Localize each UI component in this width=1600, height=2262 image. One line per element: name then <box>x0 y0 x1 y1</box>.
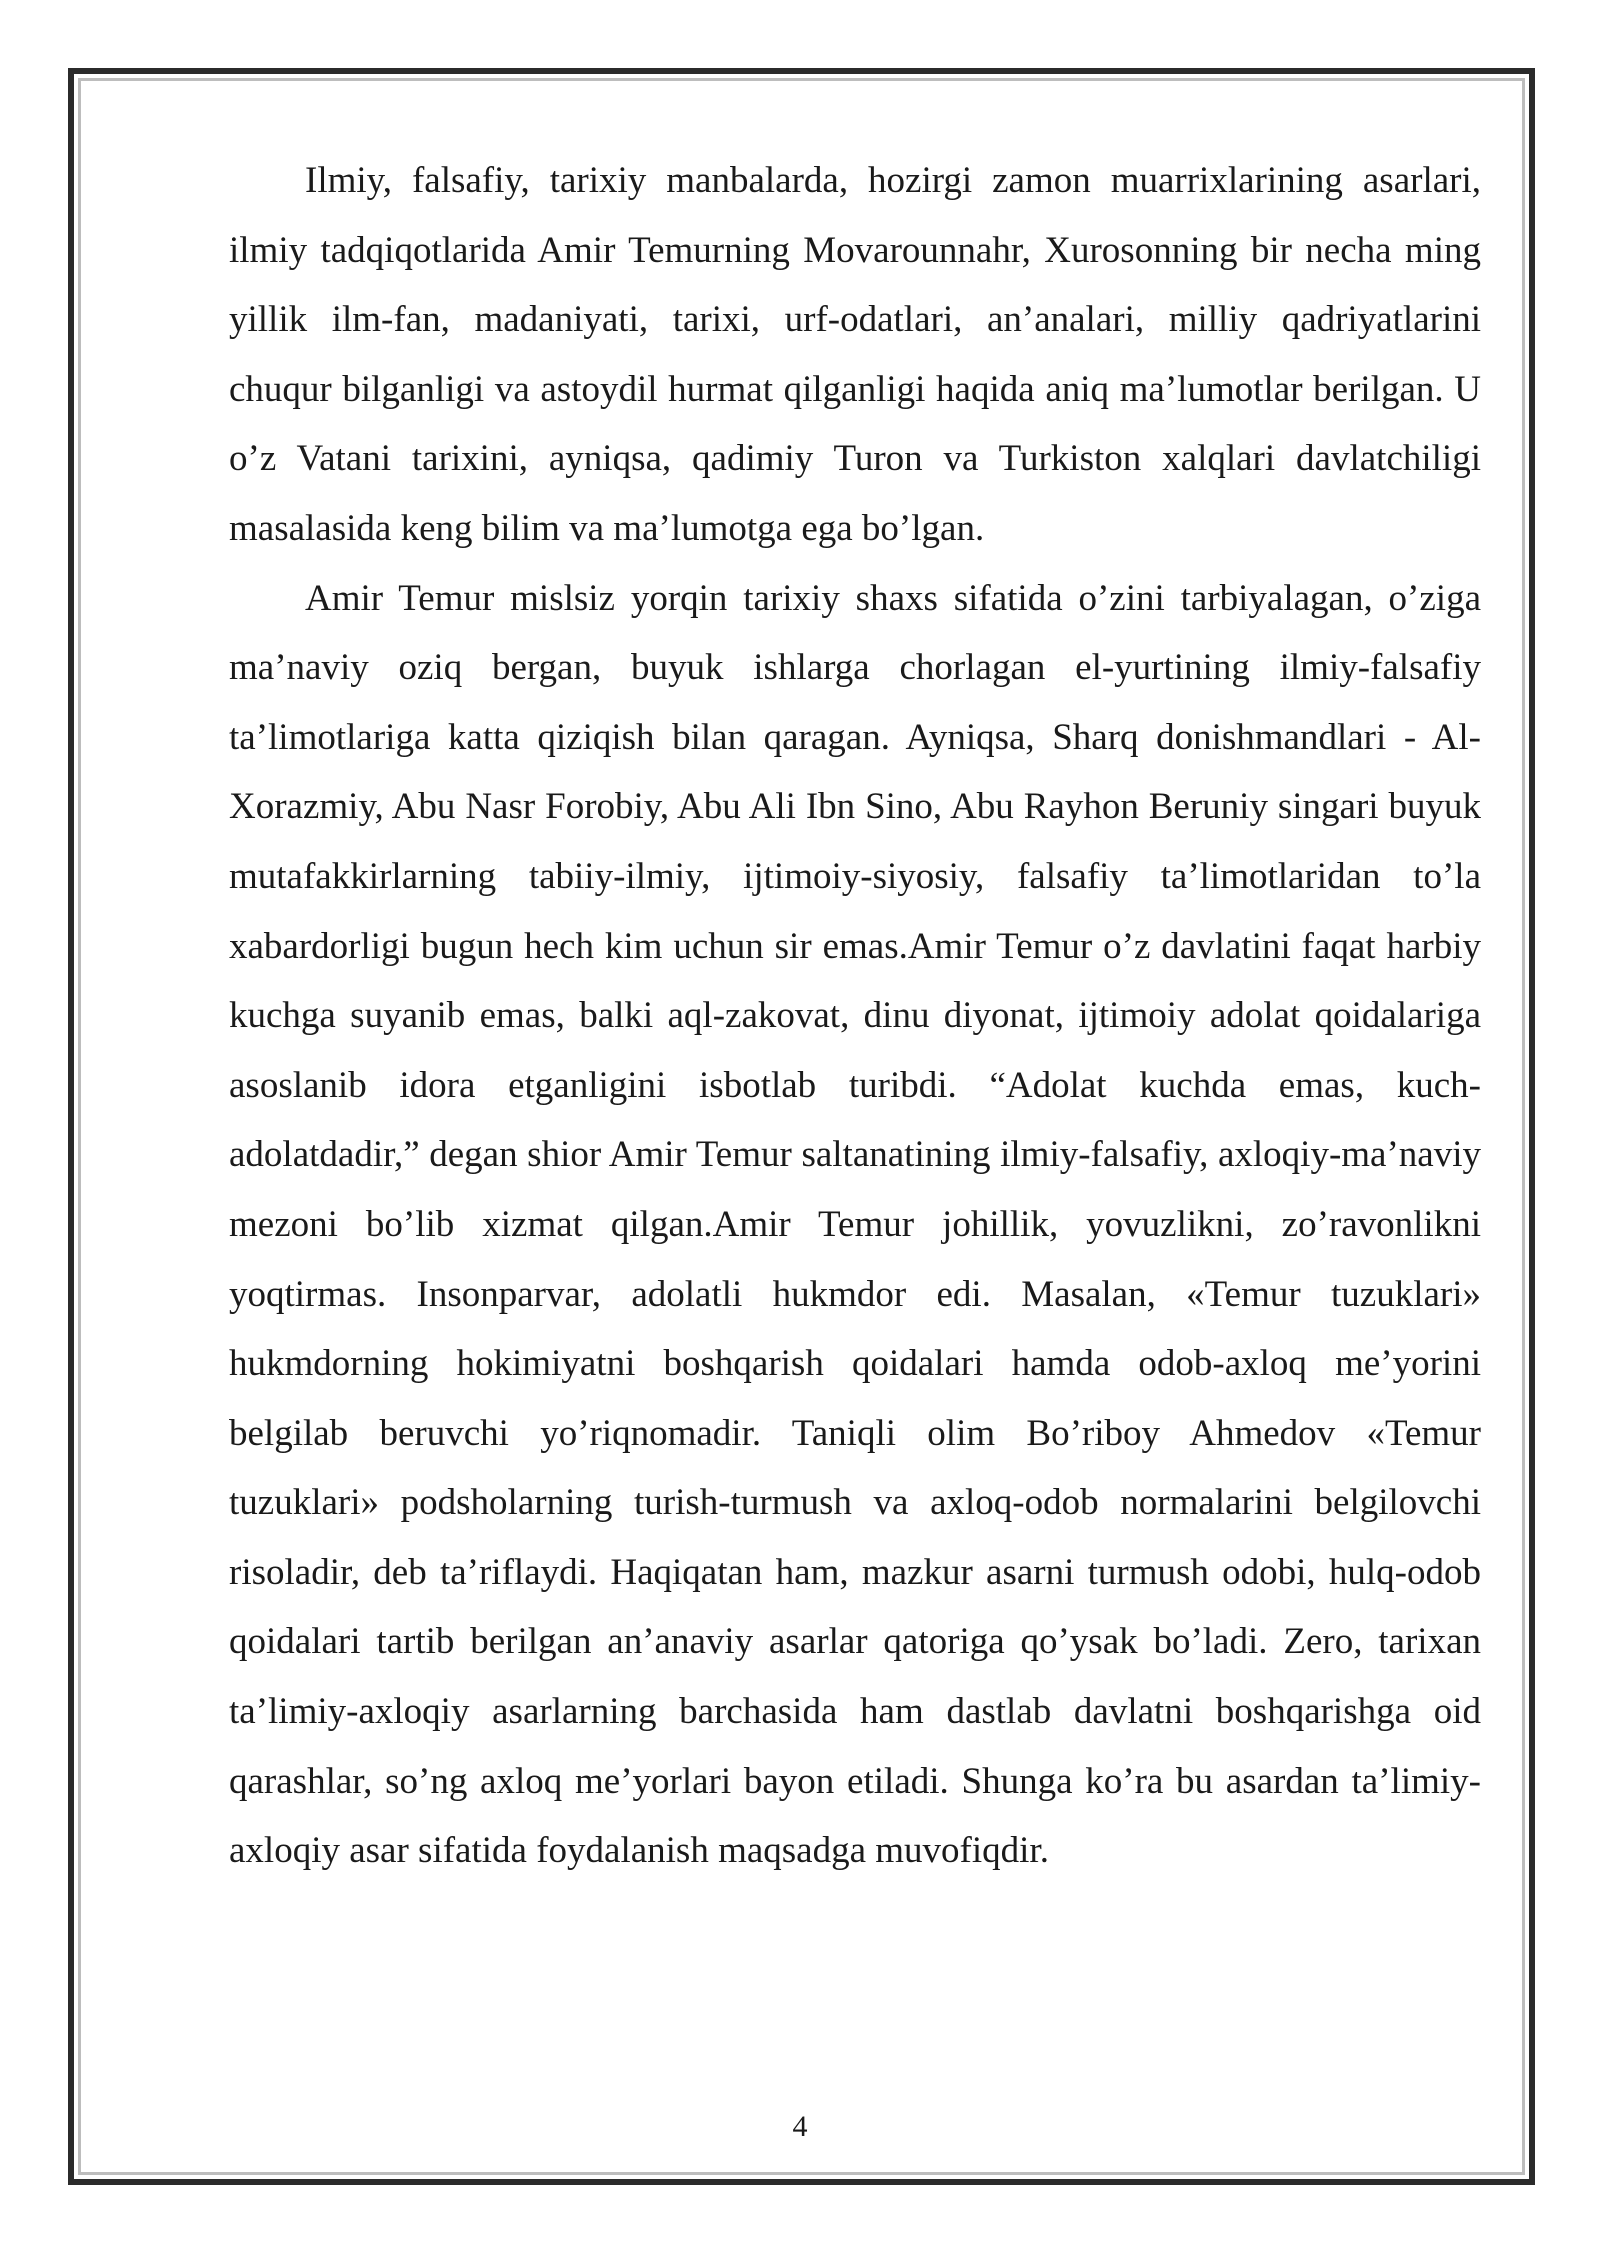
page-number: 4 <box>792 2110 808 2143</box>
paragraph-2: Amir Temur mislsiz yorqin tarixiy shaxs sifatida o’zini tarbiyalagan, o’ziga ma’naviy oziq bergan, buyuk ishlarga chorlagan el-yurtining ilmiy-falsafiy ta’limotlariga katta qiziqish bilan qaragan. Ayniqsa, Sharq donishmandlari - Al-Xorazmiy, Abu Nasr Forobiy, Abu Ali Ibn Sino, Abu Rayhon Beruniy singari buyuk mutafakkirlarning tabiiy-ilmiy, ijtimoiy-siyosiy, falsafiy ta’limotlaridan to’la xabardorligi bugun hech kim uchun sir emas.Amir Temur o’z davlatini faqat harbiy kuchga suyanib emas, balki aql-zakovat, dinu diyonat, ijtimoiy adolat qoidalariga asoslanib idora etganligini isbotlab turibdi. “Adolat kuchda emas, kuch-adolatdadir,” degan shior Amir Temur saltanatining ilmiy-falsafiy, axloqiy-ma’naviy mezoni bo’lib xizmat qilgan.Amir Temur johillik, yovuzlikni, zo’ravonlikni yoqtirmas. Insonparvar, adolatli hukmdor edi. Masalan, «Temur tuzuklari» hukmdorning hokimiyatni boshqarish qoidalari hamda odob-axloq me’yorini belgilab beruvchi yo’riqnomadir. Taniqli olim Bo’riboy Ahmedov «Temur tuzuklari» podsholarning turish-turmush va axloq-odob normalarini belgilovchi risoladir, deb ta’riflaydi. Haqiqatan ham, mazkur asarni turmush odobi, hulq-odob qoidalari tartib berilgan an’anaviy asarlar qatoriga qo’ysak bo’ladi. Zero, tarixan ta’limiy-axloqiy asarlarning barchasida ham dastlab davlatni boshqarishga oid qarashlar, so’ng axloq me’yorlari bayon etiladi. Shunga ko’ra bu asardan ta’limiy-axloqiy asar sifatida foydalanish maqsadga muvofiqdir. <box>229 577 1481 1872</box>
document-body <box>229 146 1481 1886</box>
paragraph-1: Ilmiy, falsafiy, tarixiy manbalarda, hozirgi zamon muarrixlarining asarlari, ilmiy tadqiqotlarida Amir Temurning Movarounnahr, Xurosonning bir necha ming yillik ilm-fan, madaniyati, tarixi, urf-odatlari, an’analari, milliy qadriyatlarini chuqur bilganligi va astoydil hurmat qilganligi haqida aniq ma’lumotlar berilgan. U o’z Vatani tarixini, ayniqsa, qadimiy Turon va Turkiston xalqlari davlatchiligi masalasida keng bilim va ma’lumotga ega bo’lgan. <box>229 160 1481 549</box>
